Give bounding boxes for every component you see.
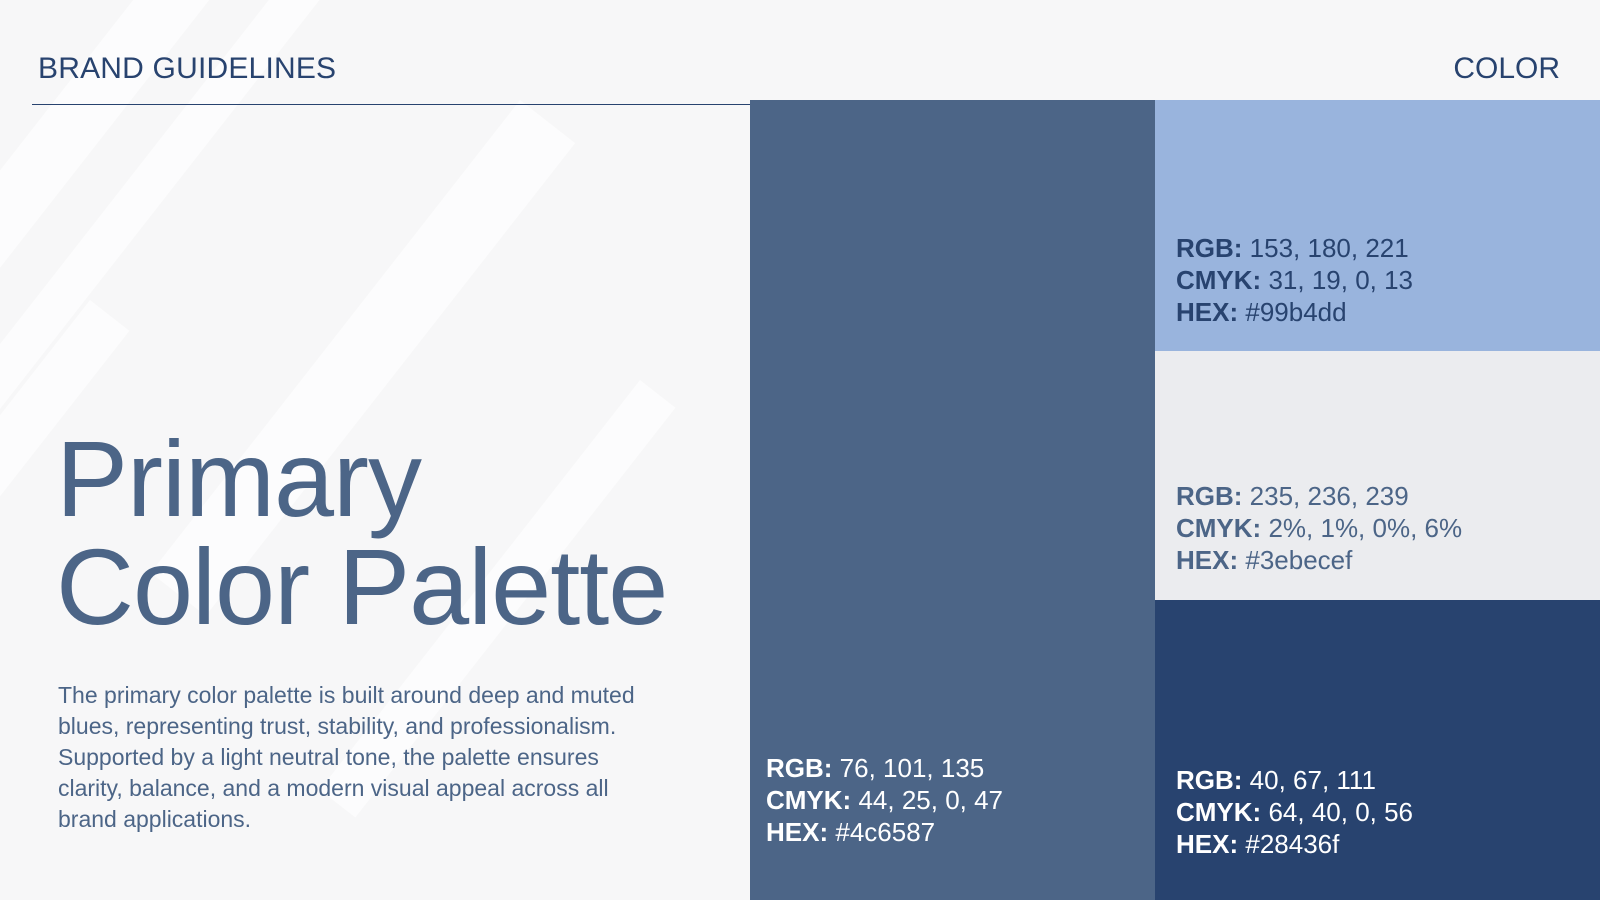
swatch-specs <box>1176 480 1462 576</box>
cmyk-label: CMYK: <box>766 785 852 815</box>
rgb-value: 76, 101, 135 <box>839 753 985 783</box>
title-line-1: Primary <box>56 418 421 539</box>
hex-label: HEX: <box>1176 829 1239 859</box>
cmyk-label: CMYK: <box>1176 513 1262 543</box>
swatch-specs <box>1176 232 1413 328</box>
swatch-specs <box>1176 764 1413 860</box>
rgb-value: 153, 180, 221 <box>1249 233 1409 263</box>
palette-description: The primary color palette is built around deep and muted blues, representing trust, stability, and professionalism. Supported by a light neutral tone, the palette ensures clarity, balance, and a modern visual appeal across all brand applications. <box>58 682 635 832</box>
hex-value: #99b4dd <box>1245 297 1347 327</box>
page-title <box>56 418 668 647</box>
header-divider <box>32 104 750 105</box>
hex-value: #28436f <box>1245 829 1340 859</box>
cmyk-label: CMYK: <box>1176 797 1262 827</box>
swatch-main-blue <box>750 100 1155 900</box>
topic-label: COLOR <box>1453 52 1560 85</box>
hex-value: #4c6587 <box>835 817 936 847</box>
rgb-label: RGB: <box>1176 233 1243 263</box>
rgb-value: 40, 67, 111 <box>1249 765 1376 795</box>
swatch-dark-blue <box>1155 600 1600 900</box>
swatch-light-blue <box>1155 100 1600 351</box>
cmyk-value: 2%, 1%, 0%, 6% <box>1268 513 1463 543</box>
rgb-value: 235, 236, 239 <box>1249 481 1409 511</box>
hex-label: HEX: <box>1176 545 1239 575</box>
hex-label: HEX: <box>1176 297 1239 327</box>
rgb-label: RGB: <box>1176 765 1243 795</box>
swatch-specs <box>766 752 1003 848</box>
hex-label: HEX: <box>766 817 829 847</box>
section-label: BRAND GUIDELINES <box>38 52 337 85</box>
rgb-label: RGB: <box>766 753 833 783</box>
cmyk-value: 31, 19, 0, 13 <box>1268 265 1414 295</box>
cmyk-value: 44, 25, 0, 47 <box>858 785 1004 815</box>
title-line-2: Color Palette <box>56 526 668 647</box>
cmyk-value: 64, 40, 0, 56 <box>1268 797 1414 827</box>
rgb-label: RGB: <box>1176 481 1243 511</box>
swatch-neutral <box>1155 351 1600 600</box>
hex-value: #3ebecef <box>1245 545 1353 575</box>
cmyk-label: CMYK: <box>1176 265 1262 295</box>
